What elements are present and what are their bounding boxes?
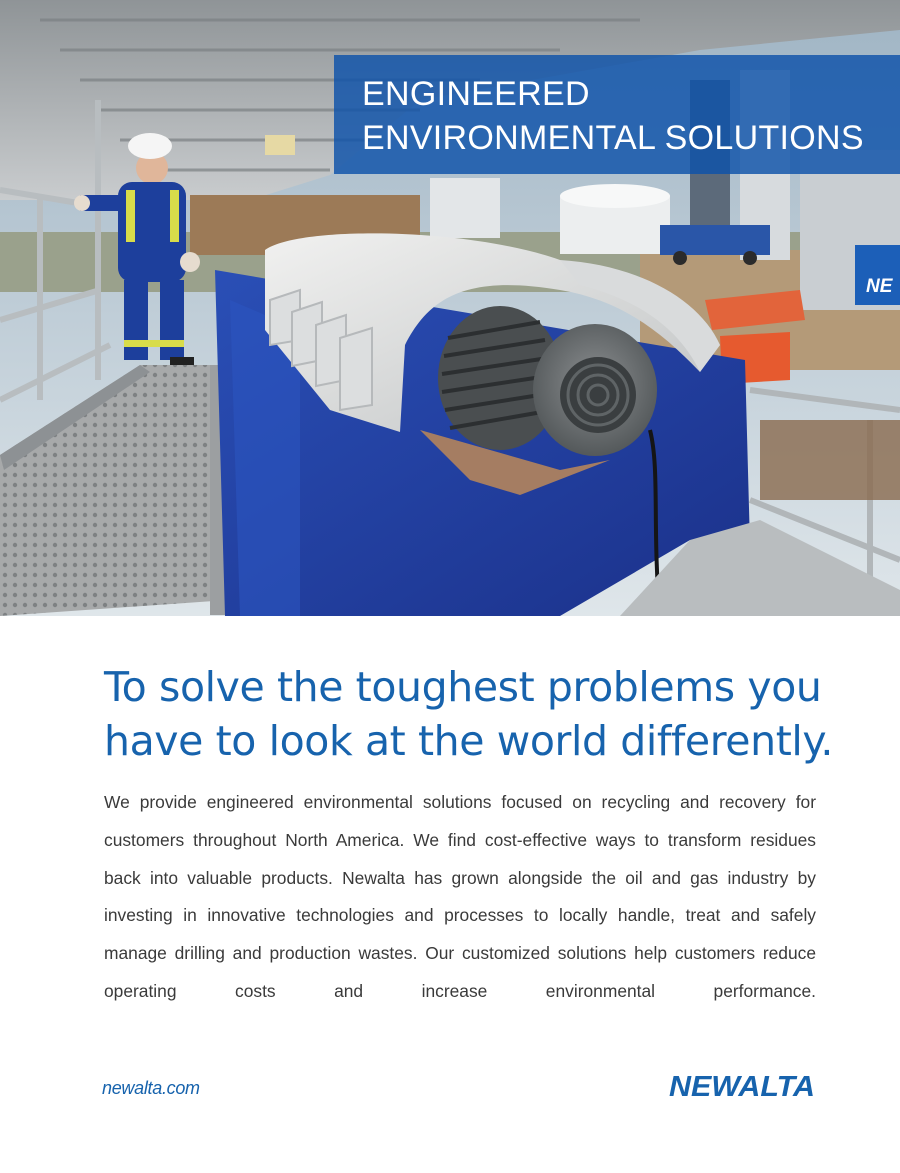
title-banner: [334, 55, 900, 174]
truck-lettering: NE: [866, 276, 893, 297]
headline-line-2: have to look at the world differently.: [104, 717, 834, 765]
website-link[interactable]: newalta.com: [102, 1078, 200, 1098]
headline: [104, 660, 834, 768]
headline-line-1: To solve the toughest problems you: [104, 663, 822, 711]
banner-title-line-1: ENGINEERED: [362, 75, 590, 113]
logo-wordmark: NEWALTA: [669, 1071, 815, 1101]
banner-title-line-2: ENVIRONMENTAL SOLUTIONS: [362, 119, 864, 157]
newalta-logo: [669, 1069, 817, 1101]
body-paragraph: We provide engineered environmental solutions focused on recycling and recovery for customers throughout North America. We find cost-effective ways to transform residues back into valuable products. Newalta has grown alongside the oil and gas industry by investing in innovative technologies and processes to locally handle, treat and safely manage drilling and production wastes. Our customized solutions help customers reduce operating costs and increase environmental performance.: [104, 792, 816, 1001]
